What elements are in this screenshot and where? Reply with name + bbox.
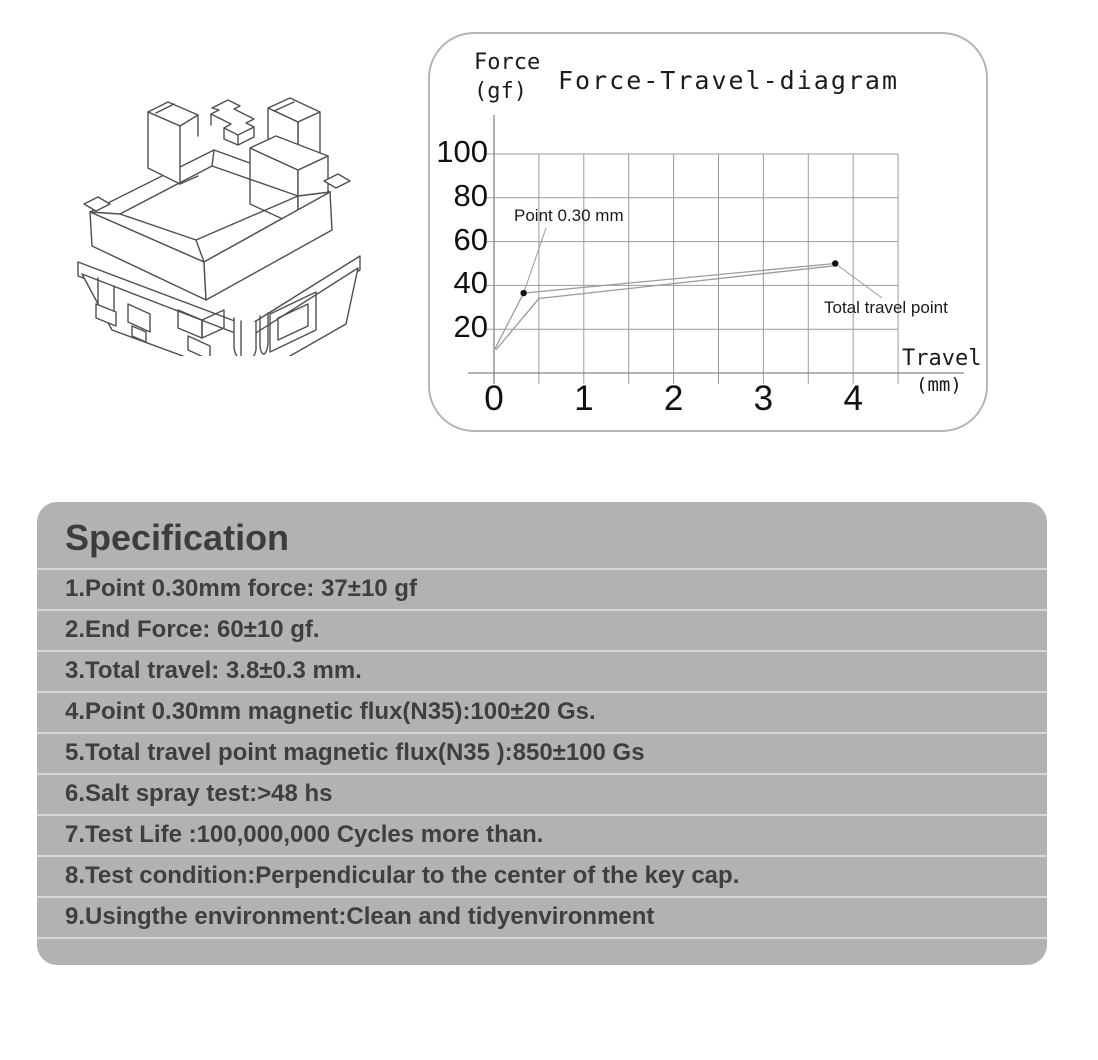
x-tick-label: 1 bbox=[574, 379, 594, 418]
spec-item-8: 8.Test condition:Perpendicular to the center of the key cap. bbox=[37, 855, 1047, 896]
x-tick-label: 4 bbox=[843, 379, 863, 418]
x-tick-label: 0 bbox=[484, 379, 504, 418]
x-tick-label: 2 bbox=[663, 379, 684, 418]
specification-panel bbox=[37, 502, 1047, 965]
y-axis-title-line2: (gf) bbox=[474, 79, 527, 104]
spec-item-5: 5.Total travel point magnetic flux(N35 ):850±100 Gs bbox=[37, 732, 1047, 773]
spec-item-4: 4.Point 0.30mm magnetic flux(N35):100±20 Gs. bbox=[37, 691, 1047, 732]
y-tick-label: 40 bbox=[453, 265, 488, 301]
spec-item-1: 1.Point 0.30mm force: 37±10 gf bbox=[37, 568, 1047, 609]
chart-title: Force-Travel-diagram bbox=[558, 66, 900, 95]
spec-item-6: 6.Salt spray test:>48 hs bbox=[37, 773, 1047, 814]
force-travel-chart-card bbox=[428, 32, 988, 432]
y-tick-label: 100 bbox=[436, 134, 488, 169]
spec-item-9: 9.Usingthe environment:Clean and tidyenvironment bbox=[37, 896, 1047, 939]
specification-title: Specification bbox=[65, 517, 290, 558]
spec-item-2: 2.End Force: 60±10 gf. bbox=[37, 609, 1047, 650]
series-press bbox=[496, 266, 835, 350]
y-axis-title bbox=[474, 48, 540, 106]
annotation-total-travel-point: Total travel point bbox=[824, 298, 948, 317]
annotation-point-030mm: Point 0.30 mm bbox=[514, 206, 624, 225]
series-release bbox=[495, 264, 835, 349]
x-tick-label: 3 bbox=[753, 379, 774, 418]
x-axis-title: Travel bbox=[902, 346, 982, 371]
y-axis-title-line1: Force bbox=[474, 50, 541, 75]
annotation-dot bbox=[832, 260, 838, 266]
spec-item-7: 7.Test Life :100,000,000 Cycles more than. bbox=[37, 814, 1047, 855]
annotation-dot bbox=[520, 290, 526, 296]
spec-item-3: 3.Total travel: 3.8±0.3 mm. bbox=[37, 650, 1047, 691]
y-tick-label: 60 bbox=[453, 221, 488, 257]
switch-illustration bbox=[62, 64, 374, 356]
x-axis-unit: (mm) bbox=[916, 374, 962, 396]
y-tick-label: 20 bbox=[453, 309, 488, 345]
y-tick-label: 80 bbox=[453, 177, 488, 213]
